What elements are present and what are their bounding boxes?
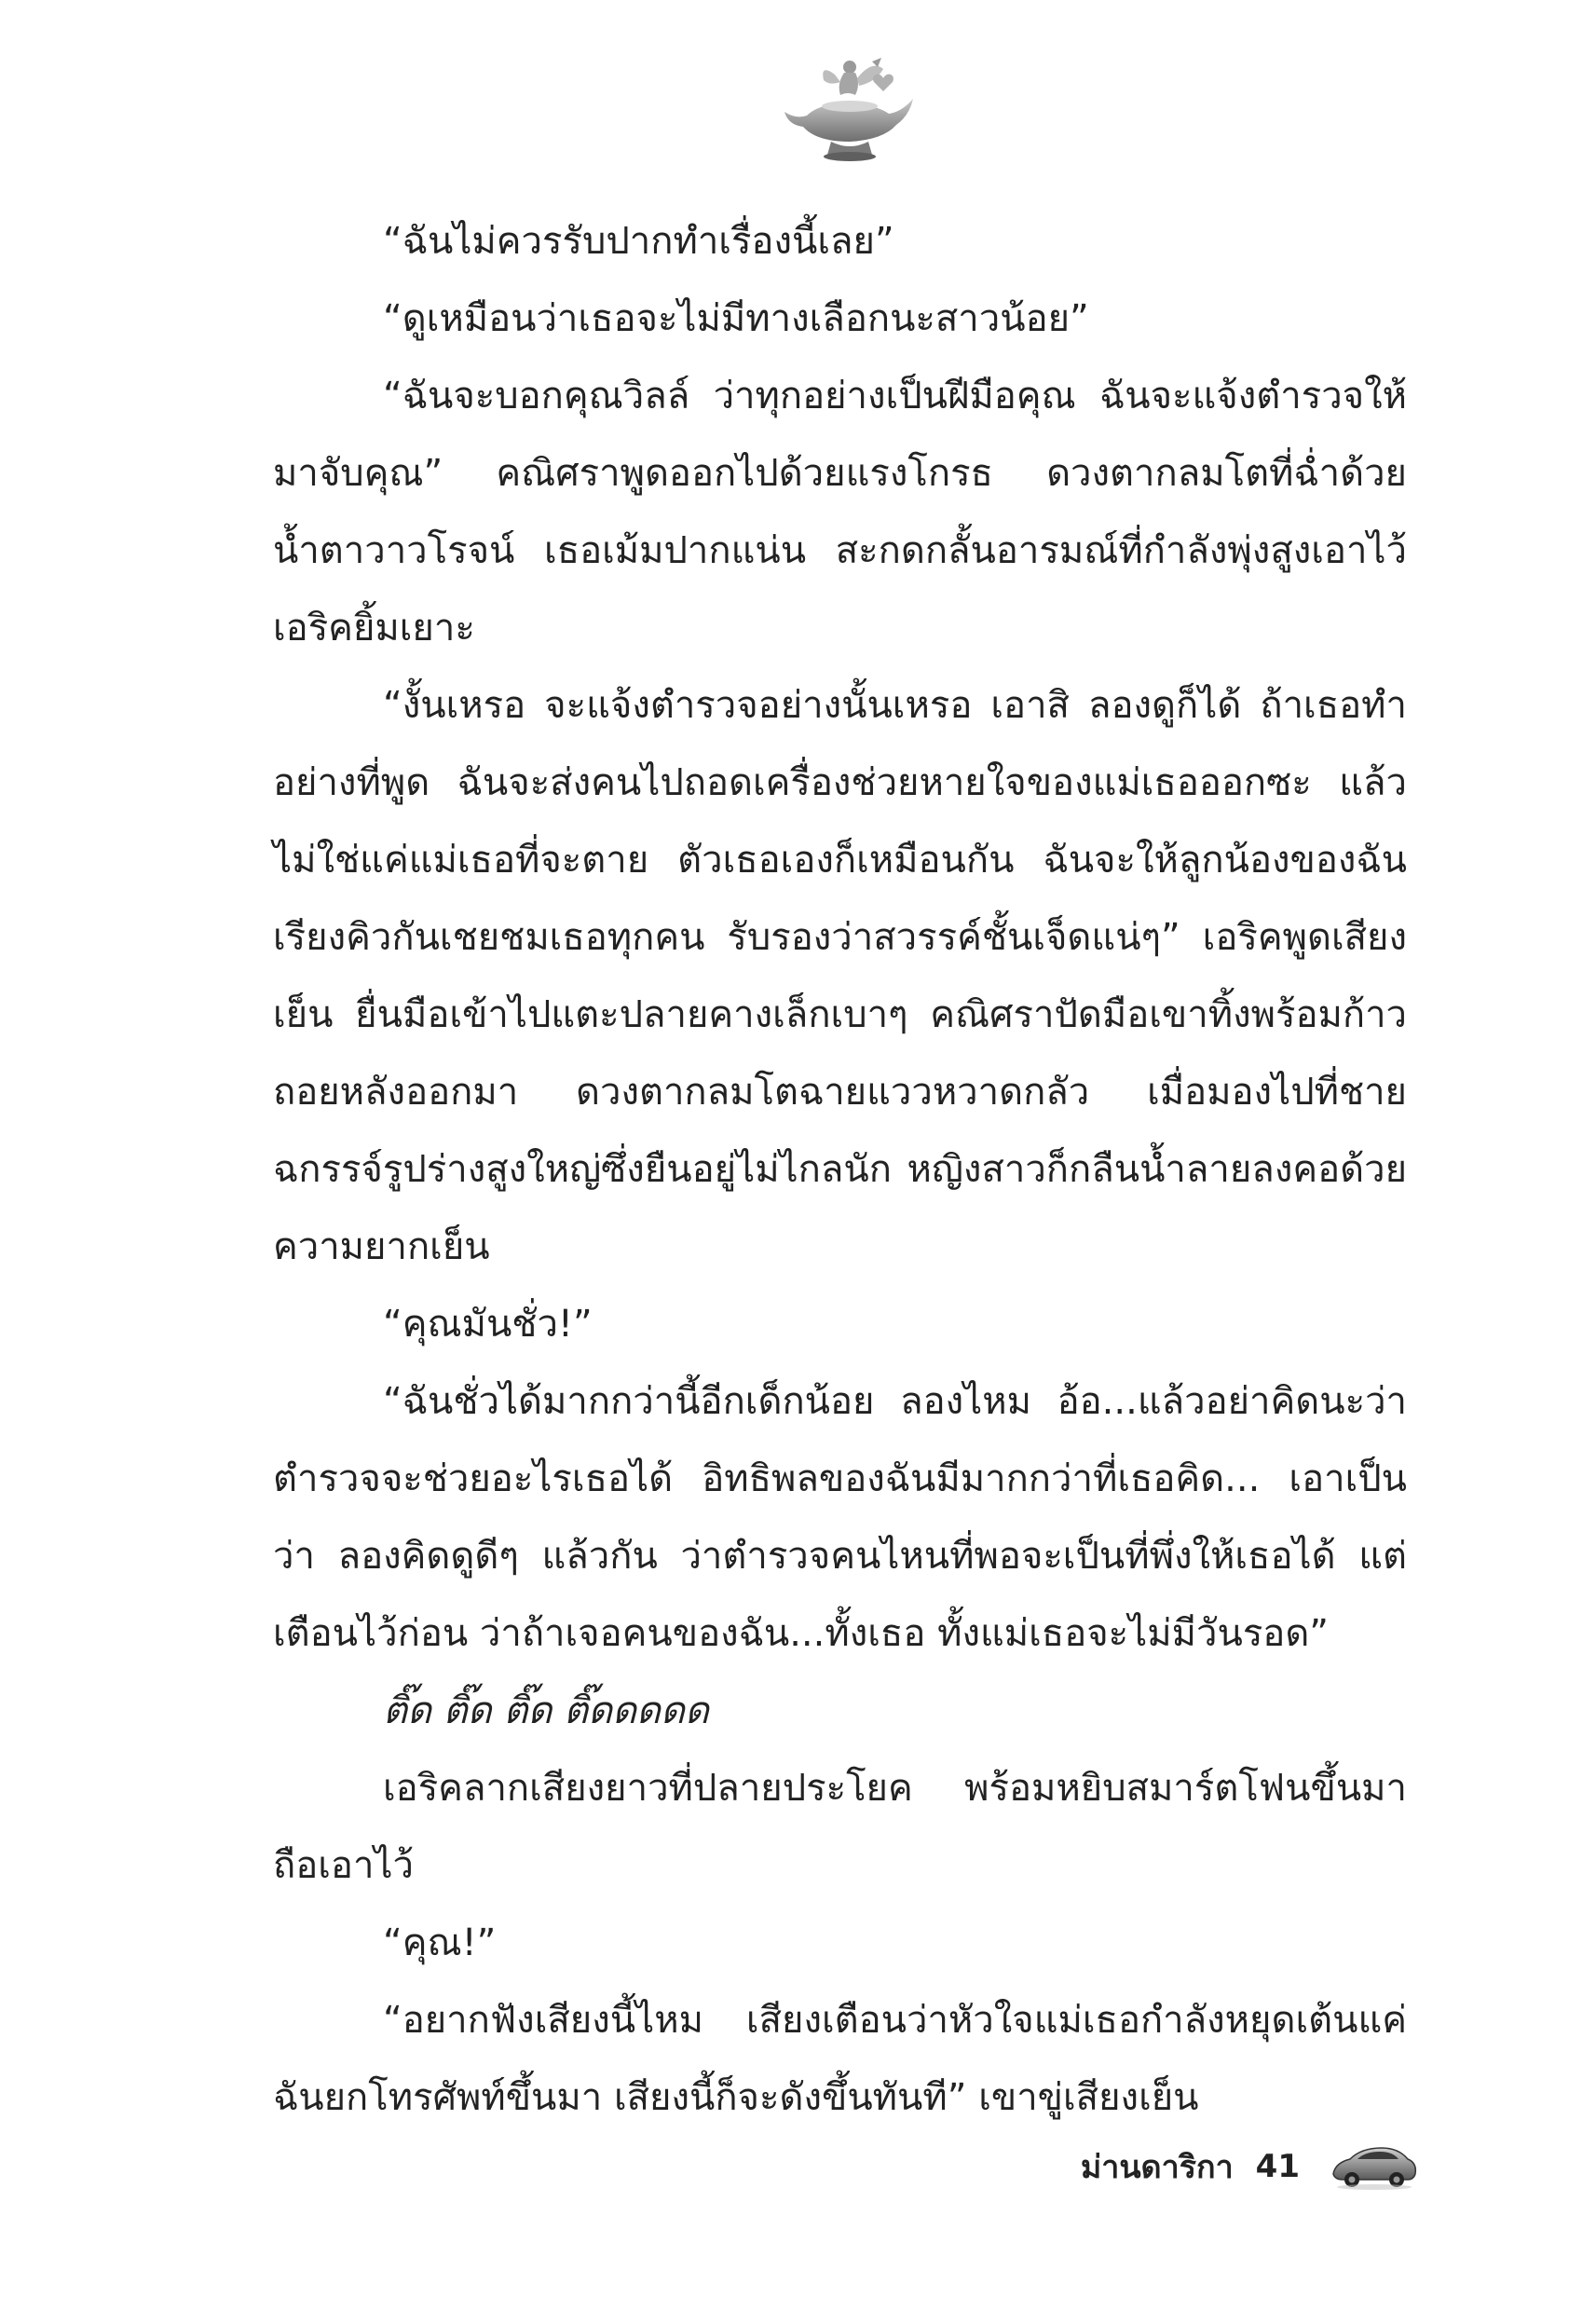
book-title: ม่านดาริกา [1080, 2149, 1234, 2186]
paragraph: “งั้นเหรอ จะแจ้งตำรวจอย่างนั้นเหรอ เอาสิ ลองดูก็ได้ ถ้าเธอทำอย่างที่พูด ฉันจะส่งคนไปถอดเครื่องช่วยหายใจของแม่เธอออกซะ แล้วไม่ใช่แค่แม่เธอที่จะตาย ตัวเธอเองก็เหมือนกัน ฉันจะให้ลูกน้องของฉันเรียงคิวกันเชยชมเธอทุกคน รับรองว่าสวรรค์ชั้นเจ็ดแน่ๆ” เอริคพูดเสียงเย็น ยื่นมือเข้าไปแตะปลายคางเล็กเบาๆ คณิศราปัดมือเขาทิ้งพร้อมก้าวถอยหลังออกมา ดวงตากลมโตฉายแววหวาดกลัว เมื่อมองไปที่ชายฉกรรจ์รูปร่างสูงใหญ่ซึ่งยืนอยู่ไม่ไกลนัก หญิงสาวก็กลืนน้ำลายลงคอด้วยความยากเย็น [273, 684, 1407, 1268]
page-footer [1081, 2134, 1419, 2199]
sound-effect-paragraph: ติ๊ด ติ๊ด ติ๊ด ติ๊ดดดดด [383, 1689, 709, 1732]
body-text [273, 203, 1407, 2137]
lamp-ornament-icon [779, 54, 921, 166]
paragraph: “ดูเหมือนว่าเธอจะไม่มีทางเลือกนะสาวน้อย” [383, 297, 1089, 340]
paragraph: เอริคลากเสียงยาวที่ปลายประโยค พร้อมหยิบสมาร์ตโฟนขึ้นมาถือเอาไว้ [273, 1767, 1407, 1887]
paragraph: “คุณ!” [383, 1921, 497, 1964]
paragraph: “ฉันไม่ควรรับปากทำเรื่องนี้เลย” [383, 220, 894, 263]
paragraph: “ฉันชั่วได้มากกว่านี้อีกเด็กน้อย ลองไหม อ้อ...แล้วอย่าคิดนะว่าตำรวจจะช่วยอะไรเธอได้ อิทธิพลของฉันมีมากกว่าที่เธอคิด... เอาเป็นว่า ลองคิดดูดีๆ แล้วกัน ว่าตำรวจคนไหนที่พอจะเป็นที่พึ่งให้เธอได้ แต่เตือนไว้ก่อน ว่าถ้าเจอคนของฉัน...ทั้งเธอ ทั้งแม่เธอจะไม่มีวันรอด” [273, 1380, 1407, 1655]
paragraph: “อยากฟังเสียงนี้ไหม เสียงเตือนว่าหัวใจแม่เธอกำลังหยุดเต้นแค่ฉันยกโทรศัพท์ขึ้นมา เสียงนี้ก็จะดังขึ้นทันที” เขาขู่เสียงเย็น [273, 1999, 1407, 2119]
car-icon [1330, 2140, 1419, 2193]
paragraph: “คุณมันชั่ว!” [383, 1303, 593, 1346]
paragraph: “ฉันจะบอกคุณวิลล์ ว่าทุกอย่างเป็นฝีมือคุณ ฉันจะแจ้งตำรวจให้มาจับคุณ” คณิศราพูดออกไปด้วยแรงโกรธ ดวงตากลมโตที่ฉ่ำด้วยน้ำตาวาวโรจน์ เธอเม้มปากแน่น สะกดกลั้นอารมณ์ที่กำลังพุ่งสูงเอาไว้ เอริคยิ้มเยาะ [273, 375, 1407, 650]
page-number: 41 [1255, 2148, 1300, 2185]
